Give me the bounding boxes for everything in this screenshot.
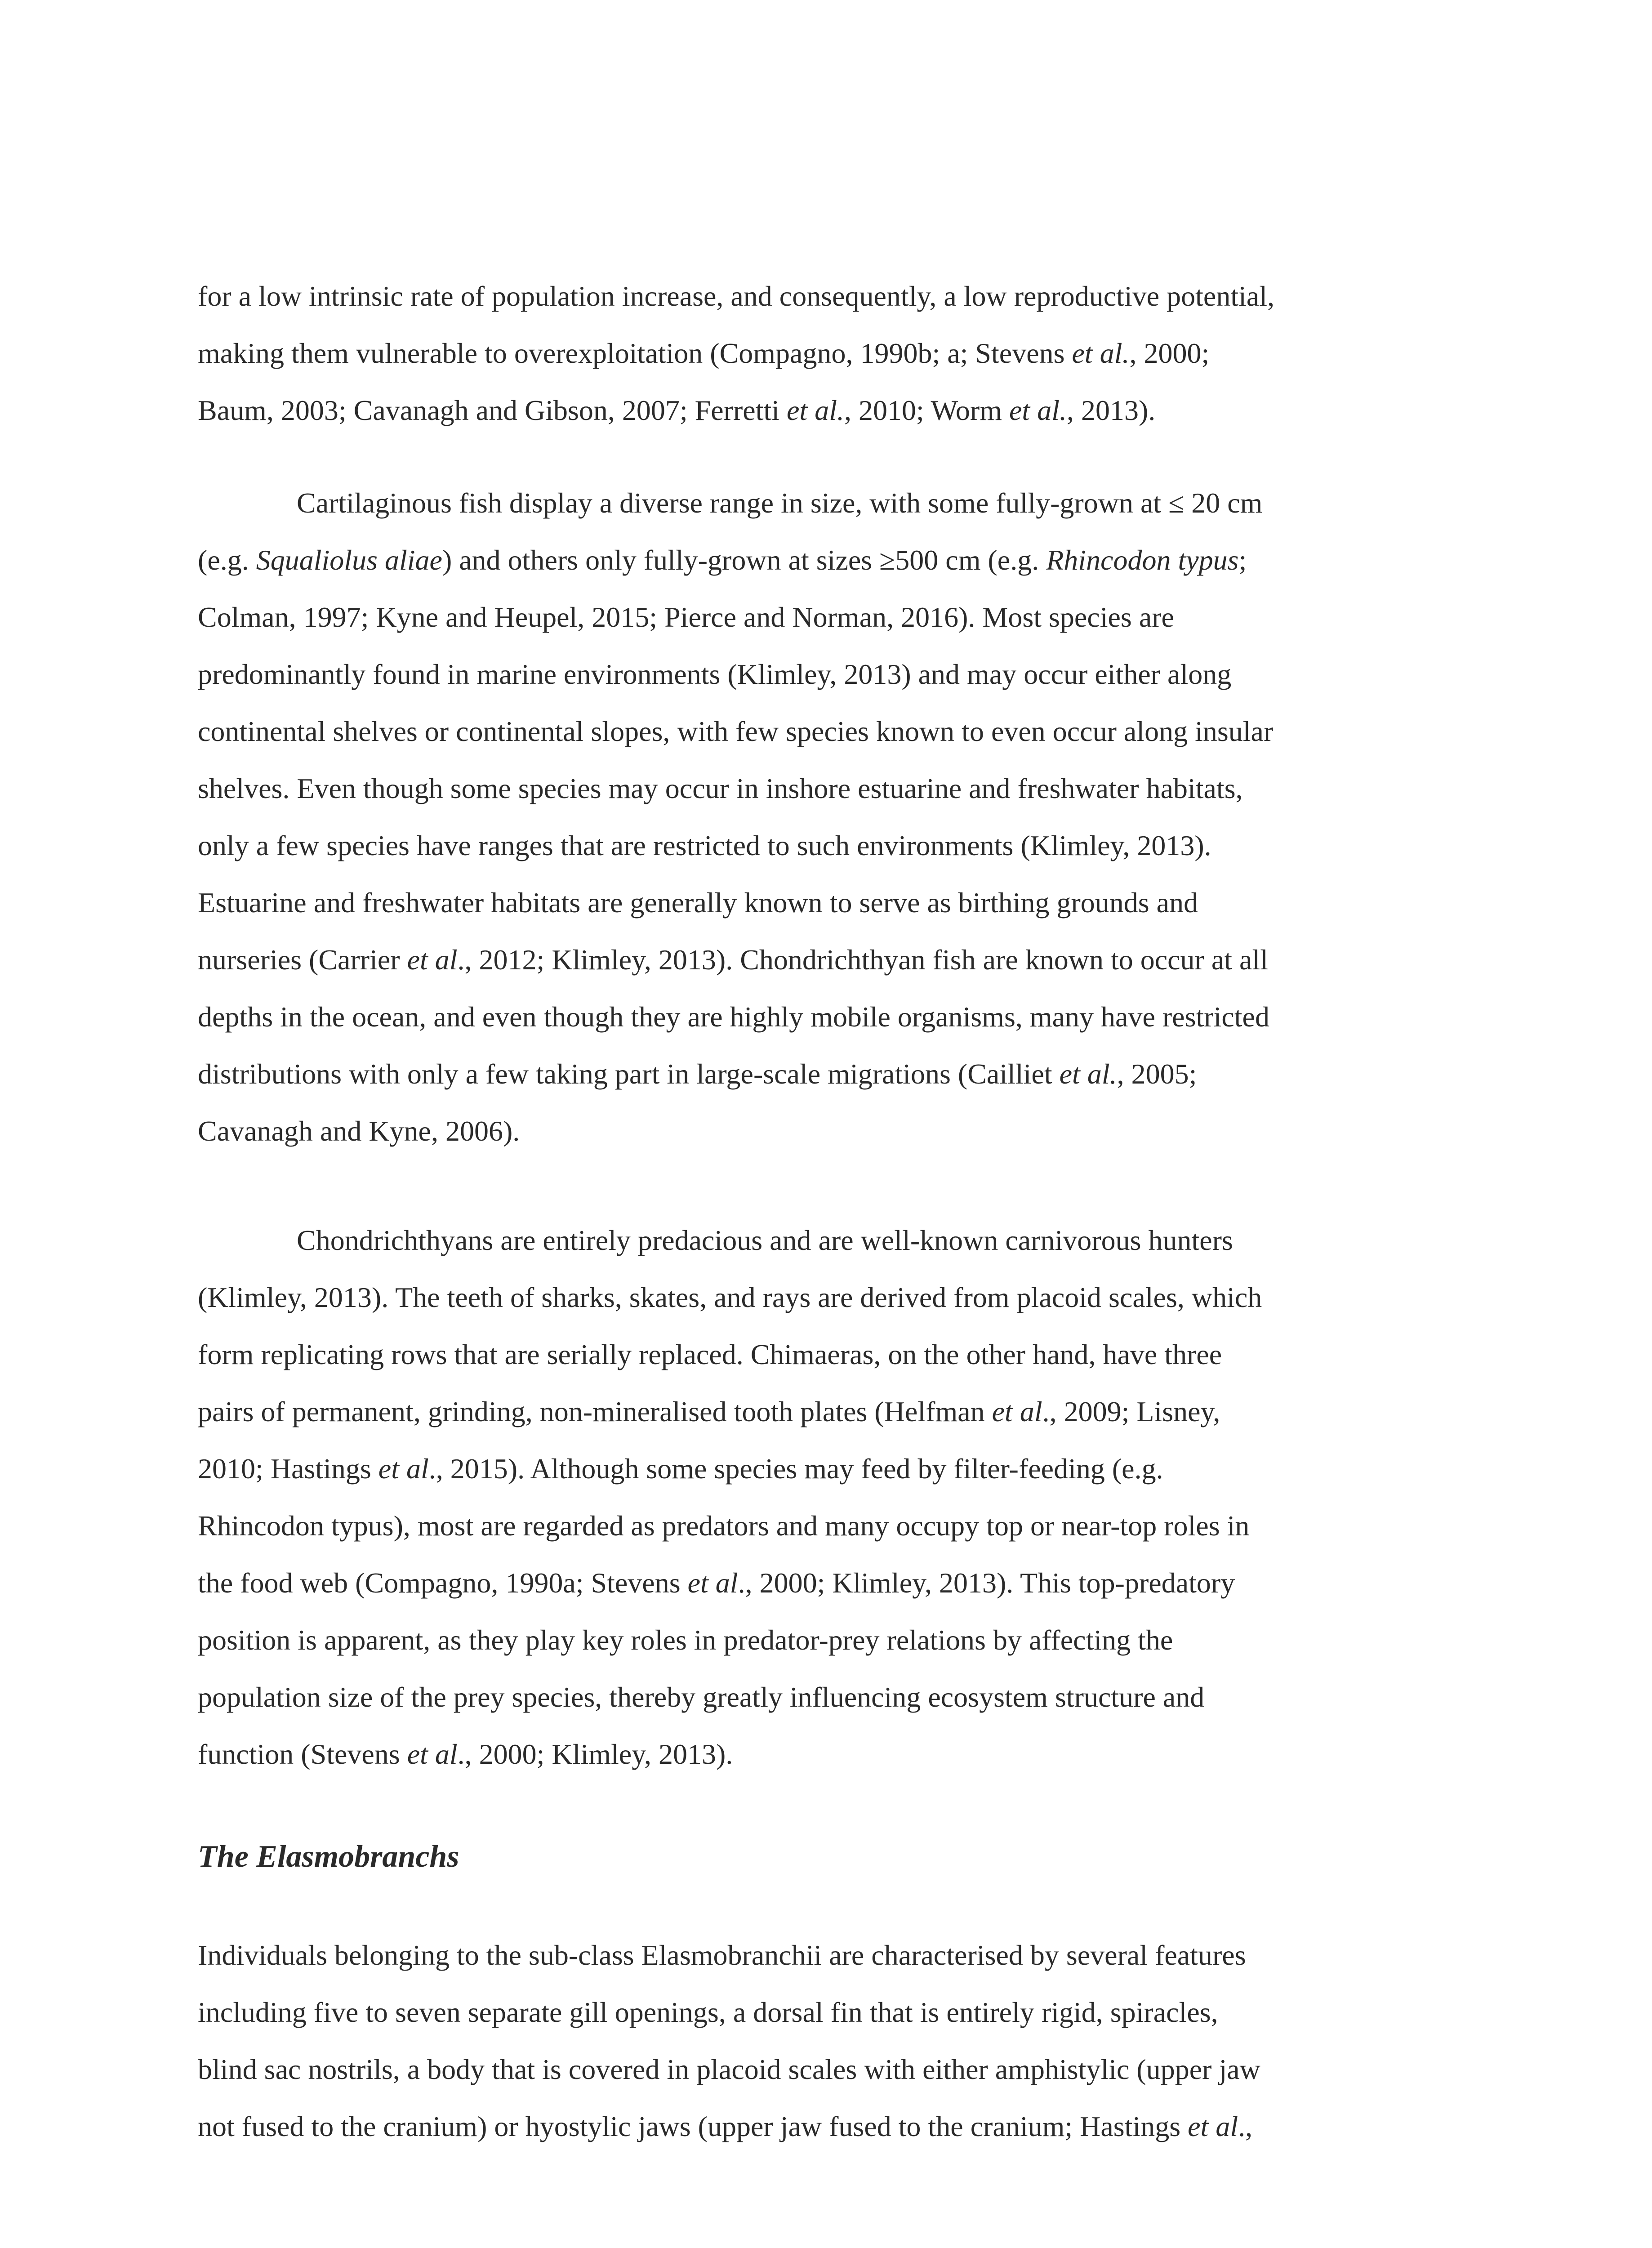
text-line: population size of the prey species, thereby greatly influencing ecosystem structure and	[198, 1681, 1205, 1713]
text-line: only a few species have ranges that are restricted to such environments (Klimley, 2013).	[198, 830, 1211, 861]
text-line: not fused to the cranium) or hyostylic jaws (upper jaw fused to the cranium; Hastings et al.,	[198, 2110, 1253, 2142]
text-line: (e.g. Squaliolus aliae) and others only fully-grown at sizes ≥500 cm (e.g. Rhincodon typus;	[198, 544, 1247, 576]
text-line: distributions with only a few taking part in large-scale migrations (Cailliet et al., 2005;	[198, 1058, 1197, 1090]
text-line: Rhincodon typus), most are regarded as predators and many occupy top or near-top roles in	[198, 1510, 1250, 1542]
text-line: Baum, 2003; Cavanagh and Gibson, 2007; Ferretti et al., 2010; Worm et al., 2013).	[198, 394, 1156, 426]
paragraph-continued	[198, 268, 1456, 439]
paragraph-size-and-habitat	[198, 474, 1456, 1160]
italic-term: et al.	[787, 394, 844, 426]
text-line: including five to seven separate gill openings, a dorsal fin that is entirely rigid, spiracles,	[198, 1996, 1218, 2028]
text-line: function (Stevens et al., 2000; Klimley, 2013).	[198, 1738, 733, 1770]
section-heading: The Elasmobranchs	[198, 1839, 459, 1874]
italic-term: et al.	[1072, 337, 1130, 369]
italic-term: et al	[1188, 2110, 1238, 2142]
text-line: Cartilaginous fish display a diverse range in size, with some fully-grown at ≤ 20 cm	[297, 487, 1263, 519]
text-line: form replicating rows that are serially replaced. Chimaeras, on the other hand, have three	[198, 1338, 1222, 1370]
text-line: pairs of permanent, grinding, non-mineralised tooth plates (Helfman et al., 2009; Lisney,	[198, 1396, 1220, 1427]
italic-term: Squaliolus aliae	[256, 544, 442, 576]
text-line: the food web (Compagno, 1990a; Stevens et al., 2000; Klimley, 2013). This top-predatory	[198, 1567, 1235, 1599]
text-line: making them vulnerable to overexploitation (Compagno, 1990b; a; Stevens et al., 2000;	[198, 337, 1210, 369]
text-line: depths in the ocean, and even though they are highly mobile organisms, many have restricted	[198, 1001, 1269, 1033]
paragraph-diet	[198, 1212, 1456, 1783]
text-line: nurseries (Carrier et al., 2012; Klimley, 2013). Chondrichthyan fish are known to occur at all	[198, 944, 1268, 976]
text-line: predominantly found in marine environments (Klimley, 2013) and may occur either along	[198, 658, 1232, 690]
text-line: Estuarine and freshwater habitats are generally known to serve as birthing grounds and	[198, 887, 1198, 919]
italic-term: et al.	[1059, 1058, 1117, 1090]
text-line: (Klimley, 2013). The teeth of sharks, skates, and rays are derived from placoid scales, which	[198, 1281, 1262, 1313]
italic-term: et al	[992, 1396, 1042, 1427]
italic-term: et al	[687, 1567, 738, 1599]
text-line: shelves. Even though some species may occur in inshore estuarine and freshwater habitats,	[198, 772, 1243, 804]
text-line: Colman, 1997; Kyne and Heupel, 2015; Pierce and Norman, 2016). Most species are	[198, 601, 1174, 633]
text-line: for a low intrinsic rate of population increase, and consequently, a low reproductive potential,	[198, 280, 1275, 312]
text-line: 2010; Hastings et al., 2015). Although some species may feed by filter-feeding (e.g.	[198, 1453, 1163, 1485]
italic-term: et al	[378, 1453, 429, 1485]
text-line: continental shelves or continental slopes, with few species known to even occur along insular	[198, 715, 1274, 747]
text-line: Cavanagh and Kyne, 2006).	[198, 1115, 520, 1147]
italic-term: et al	[407, 944, 458, 976]
italic-term: Rhincodon typus	[1046, 544, 1239, 576]
text-line: Chondrichthyans are entirely predacious and are well-known carnivorous hunters	[297, 1224, 1233, 1256]
text-line: position is apparent, as they play key roles in predator-prey relations by affecting the	[198, 1624, 1173, 1656]
text-line: blind sac nostrils, a body that is covered in placoid scales with either amphistylic (upper jaw	[198, 2053, 1260, 2085]
paragraph-elasmobranch-features	[198, 1927, 1456, 2155]
text-line: Individuals belonging to the sub-class Elasmobranchii are characterised by several features	[198, 1939, 1246, 1971]
italic-term: et al	[407, 1738, 458, 1770]
italic-term: et al.	[1009, 394, 1067, 426]
